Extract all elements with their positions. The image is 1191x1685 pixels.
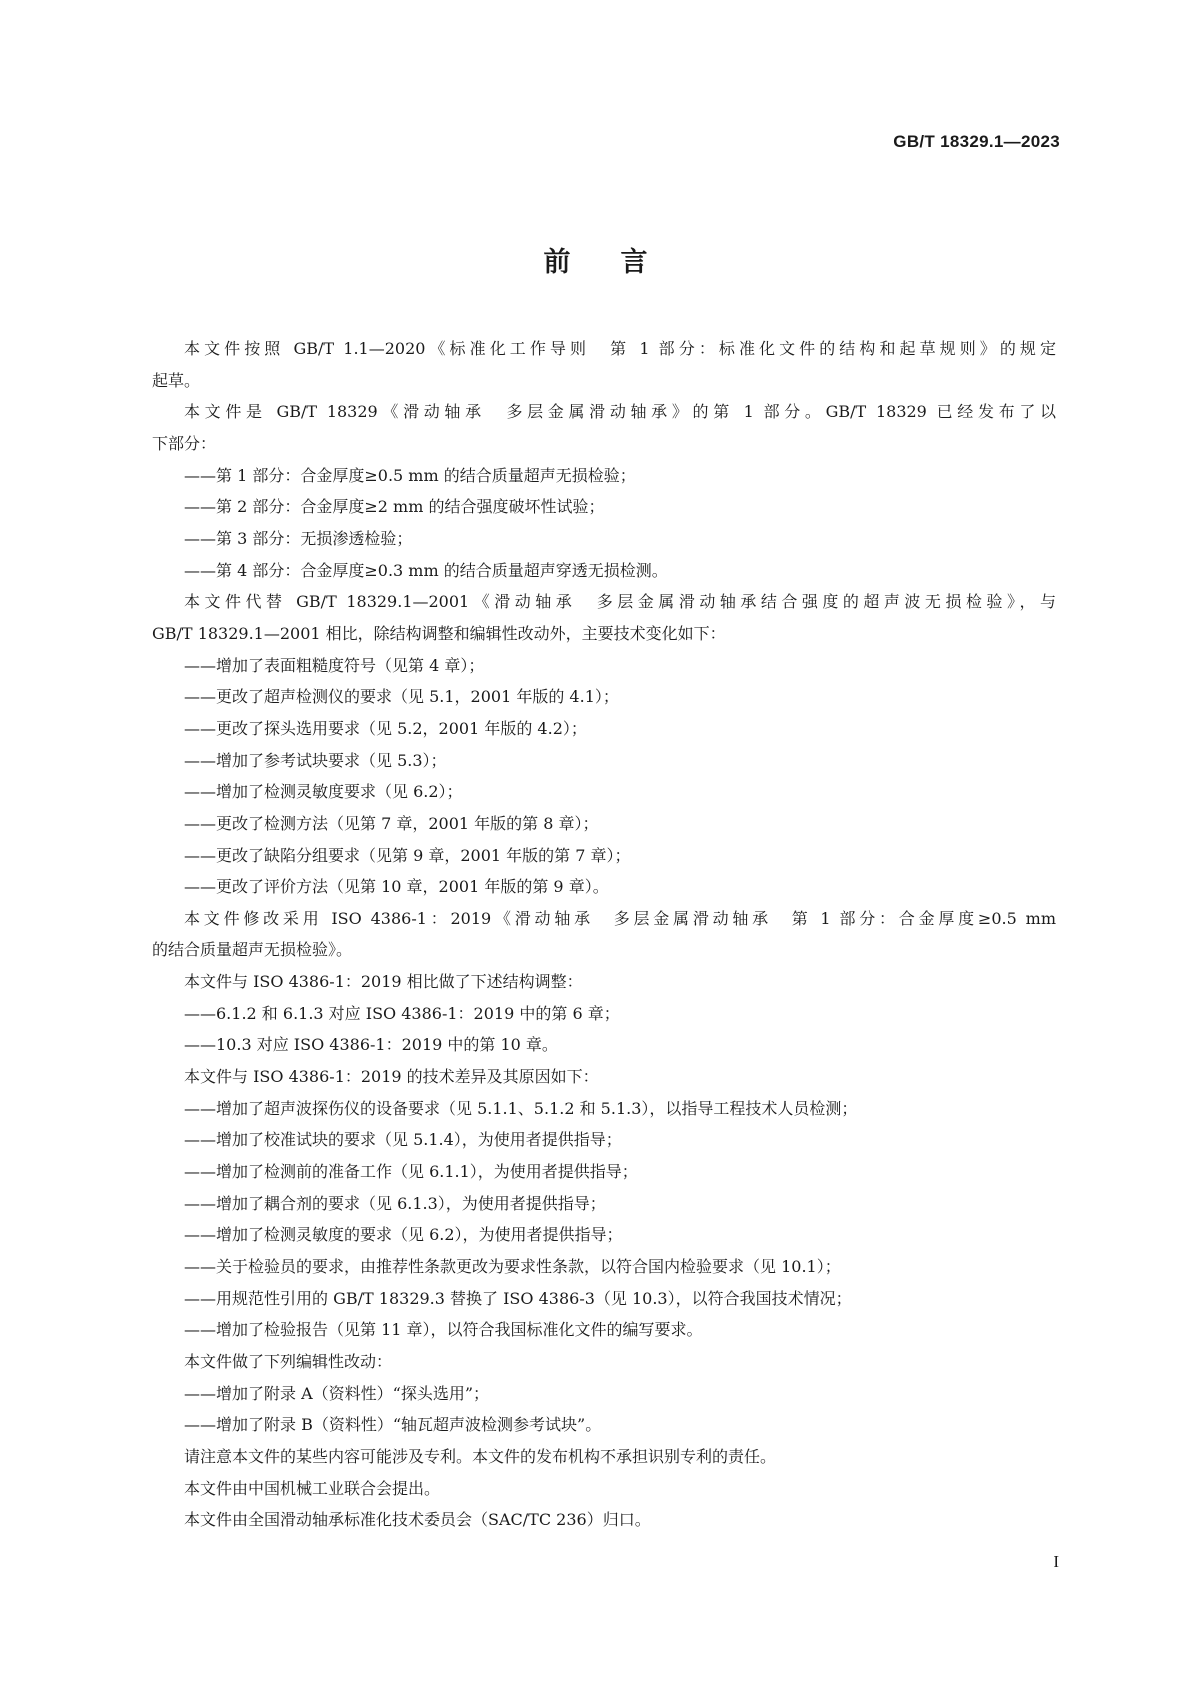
list-item: ——增加了检测灵敏度的要求（见 6.2），为使用者提供指导； <box>184 1225 623 1245</box>
list-item: ——第 2 部分：合金厚度≥2 mm 的结合强度破坏性试验； <box>184 497 605 517</box>
paragraph: 本文件做了下列编辑性改动： <box>184 1352 393 1371</box>
paragraph-continuation: 起草。 <box>152 370 201 390</box>
paragraph: 本文件由中国机械工业联合会提出。 <box>184 1478 441 1498</box>
list-item: ——更改了检测方法（见第 7 章，2001 年版的第 8 章）； <box>184 813 599 833</box>
list-item: ——增加了表面粗糙度符号（见第 4 章）； <box>184 655 485 675</box>
list-item: ——增加了检测前的准备工作（见 6.1.1），为使用者提供指导； <box>184 1162 638 1182</box>
foreword-body <box>152 333 1056 1536</box>
page-title: 前言 <box>543 247 698 278</box>
list-item: ——关于检验员的要求，由推荐性条款更改为要求性条款，以符合国内检验要求（见 10.1）； <box>184 1257 841 1277</box>
paragraph: 本文件按照 GB/T 1.1—2020《标准化工作导则 第 1 部分：标准化文件的结构和起草规则》的规定 <box>184 339 1056 358</box>
page-number: I <box>1053 1552 1059 1571</box>
list-item: ——第 4 部分：合金厚度≥0.3 mm 的结合质量超声穿透无损检测。 <box>184 560 668 580</box>
paragraph-continuation: 下部分： <box>152 433 217 453</box>
list-item: ——更改了评价方法（见第 10 章，2001 年版的第 9 章）。 <box>184 877 609 897</box>
paragraph: 本文件代替 GB/T 18329.1—2001《滑动轴承 多层金属滑动轴承结合强度的超声波无损检验》，与 <box>184 592 1056 612</box>
list-item: ——增加了检测灵敏度要求（见 6.2）； <box>184 782 463 802</box>
list-item: ——增加了参考试块要求（见 5.3）； <box>184 750 447 770</box>
list-item: ——增加了耦合剂的要求（见 6.1.3），为使用者提供指导； <box>184 1193 606 1213</box>
list-item: ——增加了校准试块的要求（见 5.1.4），为使用者提供指导； <box>184 1130 622 1150</box>
list-item: ——增加了检验报告（见第 11 章），以符合我国标准化文件的编写要求。 <box>184 1320 703 1340</box>
list-item: ——第 3 部分：无损渗透检验； <box>184 528 413 548</box>
paragraph-continuation: 的结合质量超声无损检验》。 <box>152 940 353 960</box>
paragraph: 本文件与 ISO 4386-1：2019 的技术差异及其原因如下： <box>184 1067 599 1087</box>
list-item: ——10.3 对应 ISO 4386-1：2019 中的第 10 章。 <box>184 1035 558 1055</box>
list-item: ——第 1 部分：合金厚度≥0.5 mm 的结合质量超声无损检验； <box>184 465 636 485</box>
paragraph: 请注意本文件的某些内容可能涉及专利。本文件的发布机构不承担识别专利的责任。 <box>184 1446 777 1466</box>
list-item: ——增加了超声波探伤仪的设备要求（见 5.1.1、5.1.2 和 5.1.3），以指导工程技术人员检测； <box>184 1098 858 1118</box>
standard-code: GB/T 18329.1—2023 <box>893 132 1060 151</box>
list-item: ——增加了附录 B（资料性）“轴瓦超声波检测参考试块”。 <box>184 1415 602 1435</box>
list-item: ——6.1.2 和 6.1.3 对应 ISO 4386-1：2019 中的第 6 章； <box>184 1003 620 1023</box>
paragraph-continuation: GB/T 18329.1—2001 相比，除结构调整和编辑性改动外，主要技术变化如下： <box>152 623 726 643</box>
paragraph: 本文件与 ISO 4386-1：2019 相比做了下述结构调整： <box>184 972 583 992</box>
paragraph: 本文件修改采用 ISO 4386-1：2019《滑动轴承 多层金属滑动轴承 第 1 部分：合金厚度≥0.5 mm <box>184 908 1056 928</box>
list-item: ——更改了探头选用要求（见 5.2，2001 年版的 4.2）； <box>184 718 587 738</box>
list-item: ——增加了附录 A（资料性）“探头选用”； <box>184 1383 490 1403</box>
list-item: ——更改了超声检测仪的要求（见 5.1，2001 年版的 4.1）； <box>184 687 619 707</box>
paragraph: 本文件是 GB/T 18329《滑动轴承 多层金属滑动轴承》的第 1 部分。GB/T 18329 已经发布了以 <box>184 402 1056 422</box>
list-item: ——用规范性引用的 GB/T 18329.3 替换了 ISO 4386-3（见 10.3），以符合我国技术情况； <box>184 1288 852 1308</box>
list-item: ——更改了缺陷分组要求（见第 9 章，2001 年版的第 7 章）； <box>184 845 631 865</box>
paragraph: 本文件由全国滑动轴承标准化技术委员会（SAC/TC 236）归口。 <box>184 1510 651 1530</box>
